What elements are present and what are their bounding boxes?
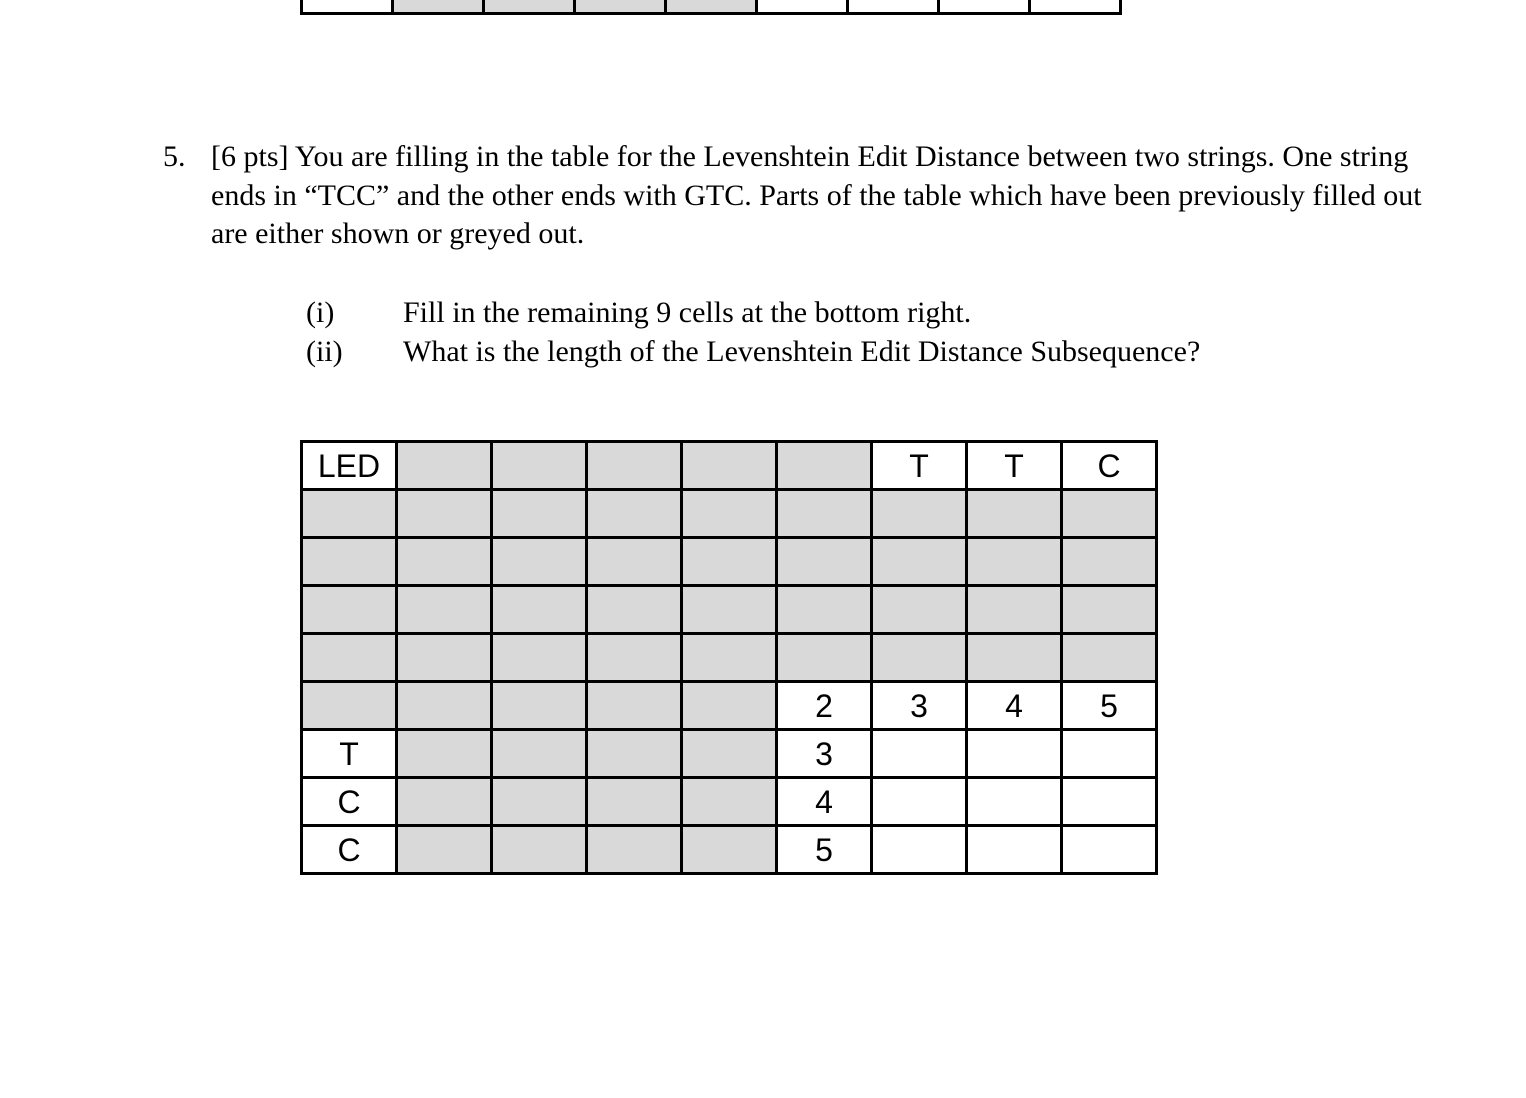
table-cell xyxy=(967,490,1062,538)
table-cell xyxy=(484,0,575,14)
table-row xyxy=(302,586,1157,634)
table-cell xyxy=(397,778,492,826)
table-cell xyxy=(967,586,1062,634)
table-cell xyxy=(967,634,1062,682)
table-cell xyxy=(777,538,872,586)
table-cell xyxy=(777,586,872,634)
table-cell: 3 xyxy=(872,682,967,730)
table-row xyxy=(302,490,1157,538)
subpart-label: (ii) xyxy=(306,335,343,368)
table-cell xyxy=(492,730,587,778)
table-cell xyxy=(492,490,587,538)
table-cell xyxy=(492,442,587,490)
table-cell: C xyxy=(302,778,397,826)
table-cell xyxy=(587,778,682,826)
table-cell: 4 xyxy=(777,778,872,826)
table-cell: 5 xyxy=(777,826,872,874)
table-cell: T xyxy=(967,442,1062,490)
table-cell xyxy=(397,490,492,538)
table-cell xyxy=(682,682,777,730)
table-cell xyxy=(492,682,587,730)
subpart-label: (i) xyxy=(306,296,335,329)
table-cell xyxy=(666,0,757,14)
table-row xyxy=(302,634,1157,682)
table-cell xyxy=(682,826,777,874)
answer-cell[interactable] xyxy=(872,778,967,826)
table-cell xyxy=(939,0,1030,14)
table-cell xyxy=(1062,490,1157,538)
table-cell xyxy=(492,826,587,874)
table-cell xyxy=(587,730,682,778)
table-cell xyxy=(1062,634,1157,682)
table-cell: T xyxy=(872,442,967,490)
table-cell xyxy=(587,634,682,682)
table-cell xyxy=(682,586,777,634)
table-cell xyxy=(492,778,587,826)
subpart-ii xyxy=(306,332,1200,371)
table-cell: LED xyxy=(302,442,397,490)
table-cell xyxy=(302,490,397,538)
table-cell xyxy=(1062,586,1157,634)
subpart-text: What is the length of the Levenshtein Edit Distance Subsequence? xyxy=(403,335,1201,368)
table-cell xyxy=(682,538,777,586)
table-cell xyxy=(872,490,967,538)
table-cell xyxy=(587,442,682,490)
question-5 xyxy=(163,138,1423,254)
table-cell xyxy=(302,0,393,14)
table-cell xyxy=(397,826,492,874)
table-cell xyxy=(967,538,1062,586)
table-cell xyxy=(1062,538,1157,586)
table-row xyxy=(302,442,1157,490)
answer-cell[interactable] xyxy=(967,778,1062,826)
table-cell xyxy=(587,682,682,730)
table-cell xyxy=(872,586,967,634)
table-cell xyxy=(872,538,967,586)
answer-cell[interactable] xyxy=(872,826,967,874)
answer-cell[interactable] xyxy=(1062,730,1157,778)
table-cell: C xyxy=(1062,442,1157,490)
table-cell xyxy=(492,538,587,586)
answer-cell[interactable] xyxy=(1062,778,1157,826)
table-cell xyxy=(848,0,939,14)
question-text: [6 pts] You are filling in the table for the Levenshtein Edit Distance between two strings. One string ends in “TCC” and the other ends with GTC. Parts of the table which have been previously filled out are either shown or greyed out. xyxy=(211,140,1422,250)
table-cell xyxy=(302,586,397,634)
table-cell xyxy=(587,538,682,586)
table-row xyxy=(302,730,1157,778)
table-cell xyxy=(777,634,872,682)
table-cell xyxy=(575,0,666,14)
table-cell xyxy=(397,442,492,490)
table-cell xyxy=(1030,0,1121,14)
table-cell xyxy=(777,442,872,490)
table-cell xyxy=(682,730,777,778)
table-cell xyxy=(397,538,492,586)
table-cell: 3 xyxy=(777,730,872,778)
table-row xyxy=(302,538,1157,586)
table-row xyxy=(302,826,1157,874)
table-cell: 4 xyxy=(967,682,1062,730)
table-cell: T xyxy=(302,730,397,778)
answer-cell[interactable] xyxy=(967,826,1062,874)
table-cell xyxy=(682,442,777,490)
table-cell xyxy=(393,0,484,14)
subpart-i xyxy=(306,293,1200,332)
subpart-text: Fill in the remaining 9 cells at the bottom right. xyxy=(403,296,972,329)
table-cell xyxy=(872,634,967,682)
table-cell xyxy=(302,682,397,730)
table-cell: C xyxy=(302,826,397,874)
table-cell xyxy=(397,634,492,682)
table-cell: 2 xyxy=(777,682,872,730)
table-cell xyxy=(587,826,682,874)
question-subparts xyxy=(306,293,1200,371)
previous-question-table xyxy=(300,0,1122,15)
table-cell xyxy=(397,682,492,730)
table-row xyxy=(302,778,1157,826)
levenshtein-table xyxy=(300,440,1158,875)
answer-cell[interactable] xyxy=(967,730,1062,778)
table-cell: 5 xyxy=(1062,682,1157,730)
table-cell xyxy=(587,490,682,538)
table-row xyxy=(302,0,1121,14)
answer-cell[interactable] xyxy=(872,730,967,778)
table-cell xyxy=(492,634,587,682)
table-cell xyxy=(587,586,682,634)
table-cell xyxy=(397,730,492,778)
table-cell xyxy=(682,634,777,682)
table-row xyxy=(302,682,1157,730)
table-cell xyxy=(682,778,777,826)
answer-cell[interactable] xyxy=(1062,826,1157,874)
question-number: 5. xyxy=(163,140,186,173)
table-cell xyxy=(302,538,397,586)
table-cell xyxy=(777,490,872,538)
table-cell xyxy=(757,0,848,14)
table-cell xyxy=(492,586,587,634)
table-cell xyxy=(302,634,397,682)
table-cell xyxy=(682,490,777,538)
table-cell xyxy=(397,586,492,634)
